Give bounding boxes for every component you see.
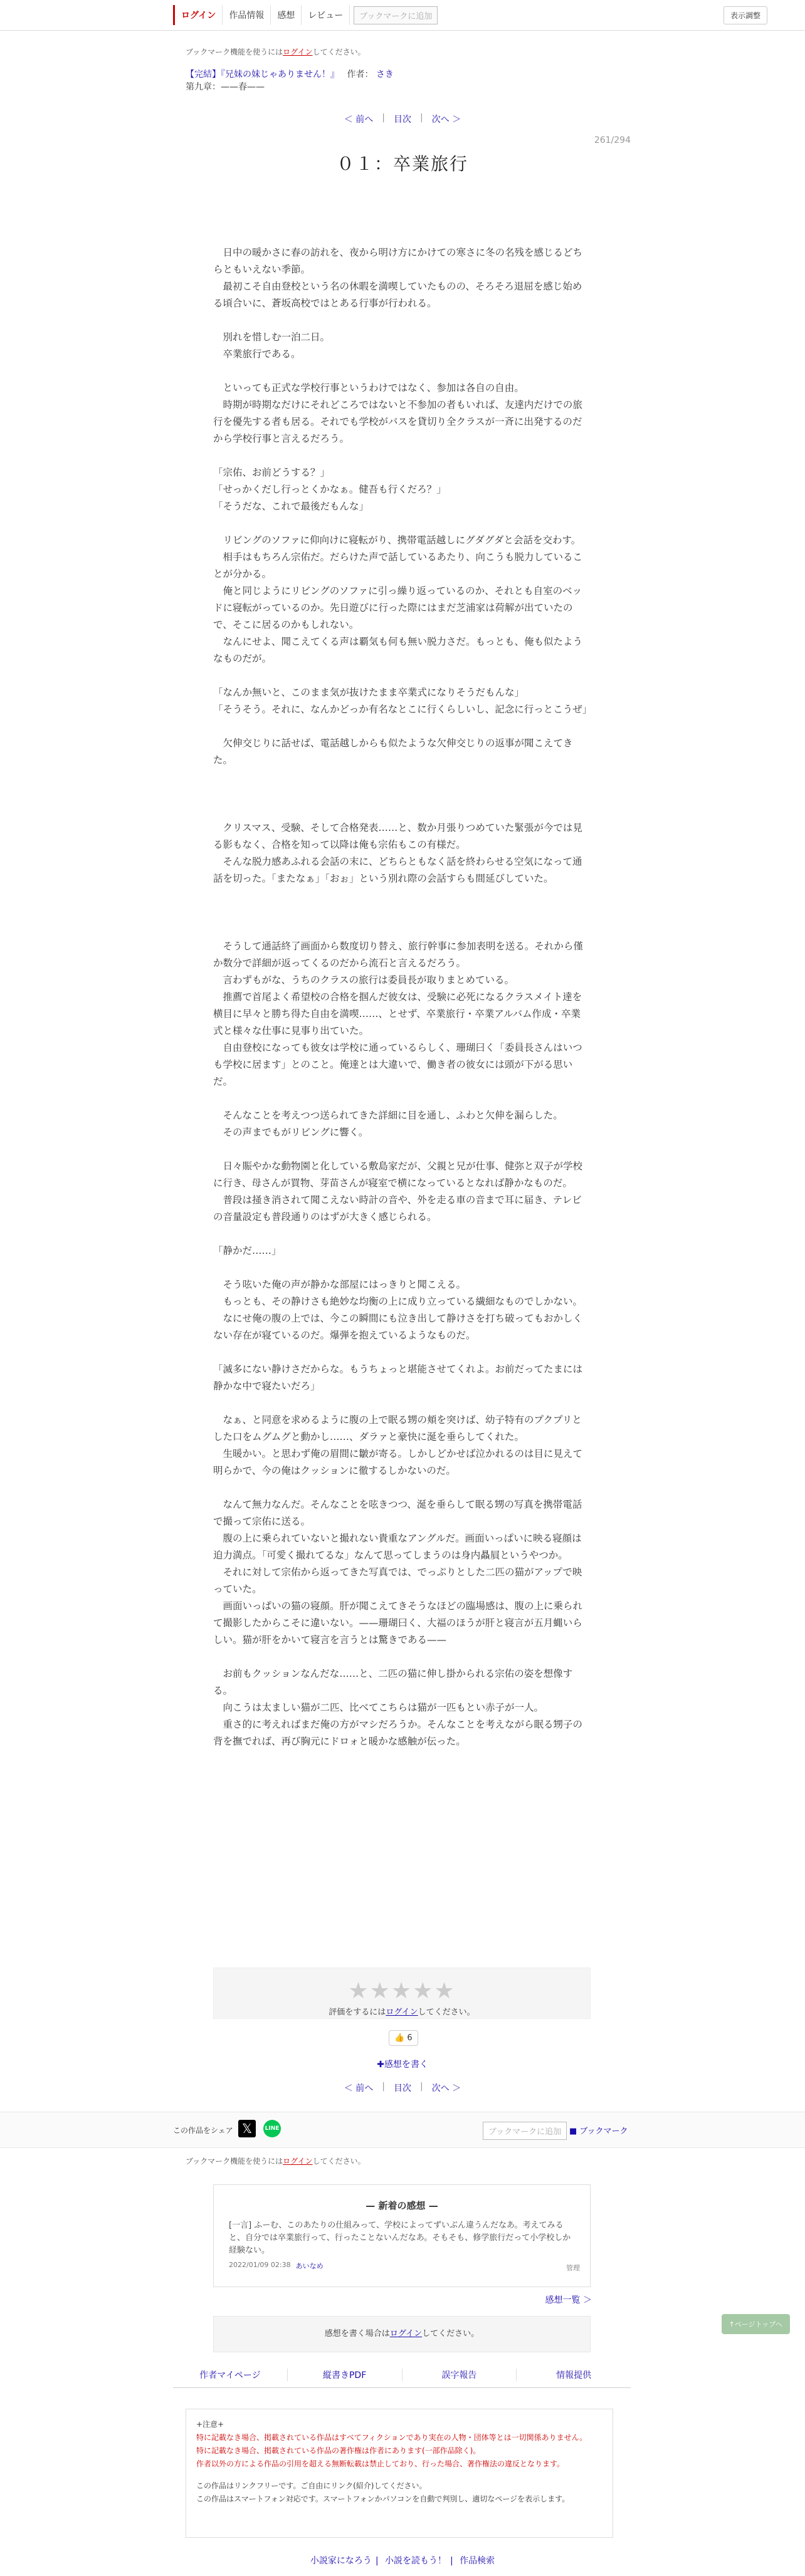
toc-link-bottom[interactable]: 目次 (394, 2083, 411, 2094)
body-paragraph: 「宗佑、お前どうする？」 (213, 467, 330, 478)
thumbs-up-icon: 👍 (394, 2033, 405, 2043)
review-date: 2022/01/09 02:38 (229, 2261, 291, 2269)
body-paragraph: 向こうは太ましい猫が二匹、比べてこちらは猫が一匹もとい赤子が一人。 (213, 1702, 544, 1713)
body-paragraph (213, 769, 589, 786)
body-paragraph: といっても正式な学校行事というわけではなく、参加は各自の自由。 (213, 382, 524, 394)
body-paragraph: 画面いっぱいの猫の寝顔。肝が聞こえてきそうなほどの臨場感は、腹の上に乗られて撮影したからこそに違いない。——珊瑚曰く、大福のほうが肝と寝言が五月蝿いらしい。猫が肝をかいて寝言を言うとは驚きである—— (213, 1600, 583, 1645)
body-paragraph (213, 447, 589, 464)
line-share-icon[interactable]: LINE (263, 2120, 281, 2137)
review-list-link[interactable]: 感想一覧 ＞ (545, 2295, 592, 2305)
body-paragraph: なんにせよ、聞こえてくる声は覇気も何も無い脱力さだ。もっとも、俺も似たようなものだが。 (213, 636, 583, 664)
yomou-link[interactable]: 小説を読もう！ (385, 2556, 446, 2566)
caution-plain-2: この作品はスマートフォン対応です。スマートフォンかパソコンを自動で判別し、適切なページを表示します。 (196, 2495, 570, 2503)
top-nav (173, 5, 438, 25)
body-paragraph (213, 921, 589, 938)
typo-report-link[interactable]: 誤字報告 (402, 2369, 517, 2381)
toc-link[interactable]: 目次 (394, 115, 411, 125)
body-paragraph: 重さ的に考えればまだ俺の方がマシだろうか。そんなことを考えながら眠る甥子の背を撫でれば、再び胸元にドロォと暖かな感触が伝った。 (213, 1719, 583, 1747)
body-paragraph (213, 1649, 589, 1666)
nav-work-info[interactable]: 作品情報 (223, 5, 271, 25)
body-paragraph: なんて無力なんだ。そんなことを呟きつつ、涎を垂らして眠る甥の写真を携帯電話で撮って宗佑に送る。 (213, 1499, 582, 1527)
latest-review-box (213, 2184, 591, 2287)
body-paragraph (213, 904, 589, 921)
chapter-title: 第九章：——春—— (186, 82, 265, 92)
body-paragraph: 腹の上に乗られていないと撮れない貴重なアングルだ。画面いっぱいに映る寝顔は迫力満点。「可愛く撮れてるな」なんて思ってしまうのは身内贔屓というやつか。 (213, 1533, 582, 1561)
body-paragraph: 最初こそ自由登校という名の休暇を満喫していたものの、そろそろ退屈を感じ始める頃合いに、蒼坂高校ではとある行事が行われる。 (213, 281, 582, 309)
episode-subtitle: ０１：卒業旅行 (336, 154, 468, 174)
body-paragraph: 「そうそう。それに、なんかどっか有名なとこに行くらしいし、記念に行っとこうぜ」 (213, 704, 592, 715)
body-paragraph: 自由登校になっても彼女は学校に通っているらしく、珊瑚曰く「委員長さんはいつも学校に居ます」とのこと。俺達とは大違いで、働き者の彼女には頭が下がる思いだ。 (213, 1042, 582, 1087)
body-paragraph: 俺と同じようにリビングのソファに引っ繰り返っているのか、それとも自室のベッドに寝転がっているのか。先日遊びに行った際にはまだ芝浦家は荷解が出ていたので、そこに居るのかもしれない。 (213, 585, 582, 630)
author-mypage-link[interactable]: 作者マイページ (173, 2369, 288, 2381)
bookmark-login-note-bottom: ブックマーク機能を使うにはログインしてください。 (186, 2157, 366, 2166)
page-top-button[interactable]: ↑ページトップへ (722, 2314, 790, 2334)
next-link-bottom[interactable]: 次へ ＞ (431, 2083, 461, 2094)
info-report-link[interactable]: 情報提供 (556, 2370, 592, 2380)
x-share-icon[interactable]: 𝕏 (238, 2120, 256, 2137)
caution-plain-1: この作品はリンクフリーです。ご自由にリンク(紹介)してください。 (196, 2481, 427, 2490)
body-paragraph: そんなことを考えつつ送られてきた詳細に目を通し、ふわと欠伸を漏らした。 (213, 1110, 563, 1121)
body-paragraph: 別れを惜しむ一泊二日。 (213, 331, 330, 343)
body-paragraph: 「そうだな、これで最後だもんな」 (213, 501, 369, 512)
body-paragraph: その声までもがリビングに響く。 (213, 1127, 369, 1138)
body-paragraph: 日中の暖かさに春の訪れを、夜から明け方にかけての寒さに冬の名残を感じるどちらともいえない季節。 (213, 247, 583, 275)
caution-box (186, 2409, 613, 2538)
caution-title: +注意+ (196, 2420, 224, 2429)
caution-red-3: 作者以外の方による作品の引用を超える無断転載は禁止しており、行った場合、著作権法の違反となります。 (196, 2459, 565, 2468)
top-header (0, 0, 805, 31)
body-paragraph: 生暖かい。と思わず俺の眉間に皺が寄る。しかしどかせば泣かれるのは目に見えて明らかで、今の俺はクッションに徹するしかないのだ。 (213, 1448, 583, 1476)
vertical-pdf-link[interactable]: 縦書きPDF (288, 2369, 402, 2381)
body-paragraph: そう呟いた俺の声が静かな部屋にはっきりと聞こえる。 (213, 1279, 466, 1290)
write-review-link[interactable]: ✚感想を書く (377, 2060, 428, 2070)
body-paragraph: そうして通話終了画面から数度切り替え、旅行幹事に参加表明を送る。それから僅か数分で詳細が返ってくるのだから流石と言えるだろう。 (213, 941, 583, 969)
top-pager: ＜ 前へ | 目次 | 次へ ＞ (344, 113, 461, 125)
rating-box (213, 1968, 591, 2019)
prev-link[interactable]: ＜ 前へ (344, 115, 374, 125)
bookmark-login-link[interactable]: ログイン (283, 48, 313, 56)
body-paragraph (213, 1090, 589, 1107)
body-paragraph: リビングのソファに仰向けに寝転がり、携帯電話越しにグダグダと会話を交わす。 (213, 534, 581, 546)
next-link[interactable]: 次へ ＞ (431, 115, 461, 125)
bookmark-login-note: ブックマーク機能を使うにはログインしてください。 (186, 48, 366, 56)
body-paragraph (213, 803, 589, 820)
body-paragraph: なにせ俺の腹の上では、今この瞬間にも泣き出して静けさを打ち破ってもおかしくない存在が寝ているのだ。爆弾を抱えているようなものだ。 (213, 1313, 583, 1341)
share-bar (0, 2112, 805, 2148)
rating-login-note: 評価をするにはログインしてください。 (329, 2008, 475, 2017)
bookmark-add-button-bottom[interactable]: ブックマークに追加 (483, 2122, 567, 2140)
body-paragraph: クリスマス、受験、そして合格発表……と、数か月張りつめていた緊張が今では見る影もなく、合格を知って以降は俺も宗佑もこの有様だ。 (213, 822, 582, 850)
body-paragraph: 日々賑やかな動物園と化している敷島家だが、父親と兄が仕事、健弥と双子が学校に行き、母さんが買物、芽苗さんが寝室で横になっているとなれば静かなものだ。 (213, 1160, 583, 1189)
rating-stars[interactable]: ★★★★★ (348, 1978, 456, 2004)
bookmark-login-link-bottom[interactable]: ログイン (283, 2157, 313, 2166)
body-paragraph: 「せっかくだし行っとくかなぁ。健吾も行くだろ？」 (213, 484, 446, 495)
reviewer-link[interactable]: あいなめ (295, 2262, 324, 2270)
body-paragraph (213, 312, 589, 329)
review-manage-link[interactable]: 管理 (566, 2264, 580, 2272)
nav-login[interactable]: ログイン (173, 5, 223, 25)
write-review-login-link[interactable]: ログイン (389, 2329, 423, 2339)
body-paragraph (213, 887, 589, 904)
body-paragraph: 欠伸交じりに話せば、電話越しからも似たような欠伸交じりの返事が聞こえてきた。 (213, 738, 573, 766)
author-label: 作者： (347, 70, 374, 80)
share-label: この作品をシェア (173, 2126, 233, 2135)
bookmark-link[interactable]: ■ ブックマーク (569, 2127, 628, 2136)
bookmark-add-button[interactable]: ブックマークに追加 (354, 6, 438, 24)
body-paragraph: なぁ、と同意を求めるように腹の上で眠る甥の頬を突けば、幼子特有のプクプリとした口をムグムグと動かし……、ダラァと豪快に涎を垂らしてくれた。 (213, 1414, 582, 1442)
search-link[interactable]: 作品検索 (460, 2556, 495, 2566)
body-paragraph: 普段は掻き消されて聞こえない時計の音や、外を走る車の音まで耳に届き、テレビの音量設定も普段通りのはずが大きく感じられる。 (213, 1194, 582, 1223)
nav-review-list[interactable]: レビュー (302, 5, 350, 25)
latest-review-meta (229, 2261, 575, 2271)
work-title-link[interactable]: 【完結】『兄妹の妹じゃありません！』 (186, 70, 339, 80)
prev-link-bottom[interactable]: ＜ 前へ (344, 2083, 374, 2094)
body-paragraph: それに対して宗佑から返ってきた写真では、でっぷりとした二匹の猫がアップで映っていた。 (213, 1567, 582, 1595)
body-paragraph: 「なんか無いと、このまま気が抜けたまま卒業式になりそうだもんな」 (213, 687, 525, 698)
rating-login-link[interactable]: ログイン (386, 2008, 418, 2017)
author-link[interactable]: さき (376, 70, 394, 80)
body-paragraph: 言わずもがな、うちのクラスの旅行は委員長が取りまとめている。 (213, 974, 515, 986)
write-review-login-box: 感想を書く場合はログインしてください。 (213, 2316, 591, 2352)
body-paragraph: もっとも、その静けさも絶妙な均衡の上に成り立っている繊細なものでしかない。 (213, 1296, 583, 1307)
bottom-links: 小説家になろう | 小説を読もう！ | 作品検索 (310, 2556, 495, 2566)
body-paragraph: 「静かだ……」 (213, 1245, 281, 1256)
body-paragraph: お前もクッションなんだな……と、二匹の猫に伸し掛かられる宗佑の姿を想像する。 (213, 1668, 573, 1696)
narou-link[interactable]: 小説家になろう (310, 2556, 372, 2566)
like-count: 6 (407, 2033, 413, 2043)
body-paragraph (213, 515, 589, 532)
body-paragraph (213, 1395, 589, 1412)
episode-count: 261/294 (594, 135, 631, 145)
body-paragraph (213, 1259, 589, 1276)
caution-red-1: 特に記載なき場合、掲載されている作品はすべてフィクションであり実在の人物・団体等とは一切関係ありません。 (196, 2433, 587, 2442)
body-paragraph (213, 718, 589, 735)
body-paragraph (213, 1226, 589, 1243)
body-paragraph: 推薦で首尾よく希望校の合格を掴んだ彼女は、受験に必死になるクラスメイト達を横目に早々と勝ち得た自由を満喫……、とせず、卒業旅行・卒業アルバム作成・卒業式と様々な仕事に見事り出ていた。 (213, 991, 582, 1036)
body-paragraph: 「滅多にない静けさだからな。もうちょっと堪能させてくれよ。お前だってたまには静かな中で寝たいだろ」 (213, 1364, 583, 1392)
body-paragraph (213, 1479, 589, 1496)
footer-links (173, 2369, 631, 2388)
body-paragraph: 卒業旅行である。 (213, 348, 301, 360)
novel-body (213, 244, 592, 1750)
body-paragraph (213, 667, 589, 684)
like-button[interactable] (389, 2030, 418, 2046)
latest-review-text: [一言] ふーむ、このあたりの仕組みって、学校によってずいぶん違うんだなあ。考えてみると、自分では卒業旅行って、行ったことないんだなあ。そもそも、修学旅行だって小学校しか経験ない。 (229, 2221, 571, 2255)
caution-red-2: 特に記載なき場合、掲載されている作品の著作権は作者にあります(一部作品除く)。 (196, 2446, 481, 2455)
body-paragraph (213, 363, 589, 380)
body-paragraph (213, 1344, 589, 1361)
body-paragraph: 相手はもちろん宗佑だ。だらけた声で話しているあたり、向こうも脱力していることが分かる。 (213, 551, 583, 580)
body-paragraph: 時期が時期なだけにそれどころではないと不参加の者もいれば、友達内だけでの旅行を優先する者も居る。それでも学校がバスを貸切り全クラスが一斉に出発するのだから学校行事と言えるだろう。 (213, 399, 582, 444)
display-settings-button[interactable]: 表示調整 (723, 6, 767, 24)
nav-reviews[interactable]: 感想 (271, 5, 302, 25)
latest-review-heading: — 新着の感想 — (366, 2200, 438, 2211)
bottom-pager: ＜ 前へ | 目次 | 次へ ＞ (344, 2082, 461, 2094)
body-paragraph (213, 786, 589, 803)
body-paragraph (213, 1141, 589, 1158)
work-breadcrumb (186, 68, 394, 80)
body-paragraph: そんな脱力感あふれる会話の末に、どちらともなく話を終わらせる空気になって通話を切った。「またなぁ」「おぉ」という別れ際の会話すらも間延びしていた。 (213, 856, 582, 884)
